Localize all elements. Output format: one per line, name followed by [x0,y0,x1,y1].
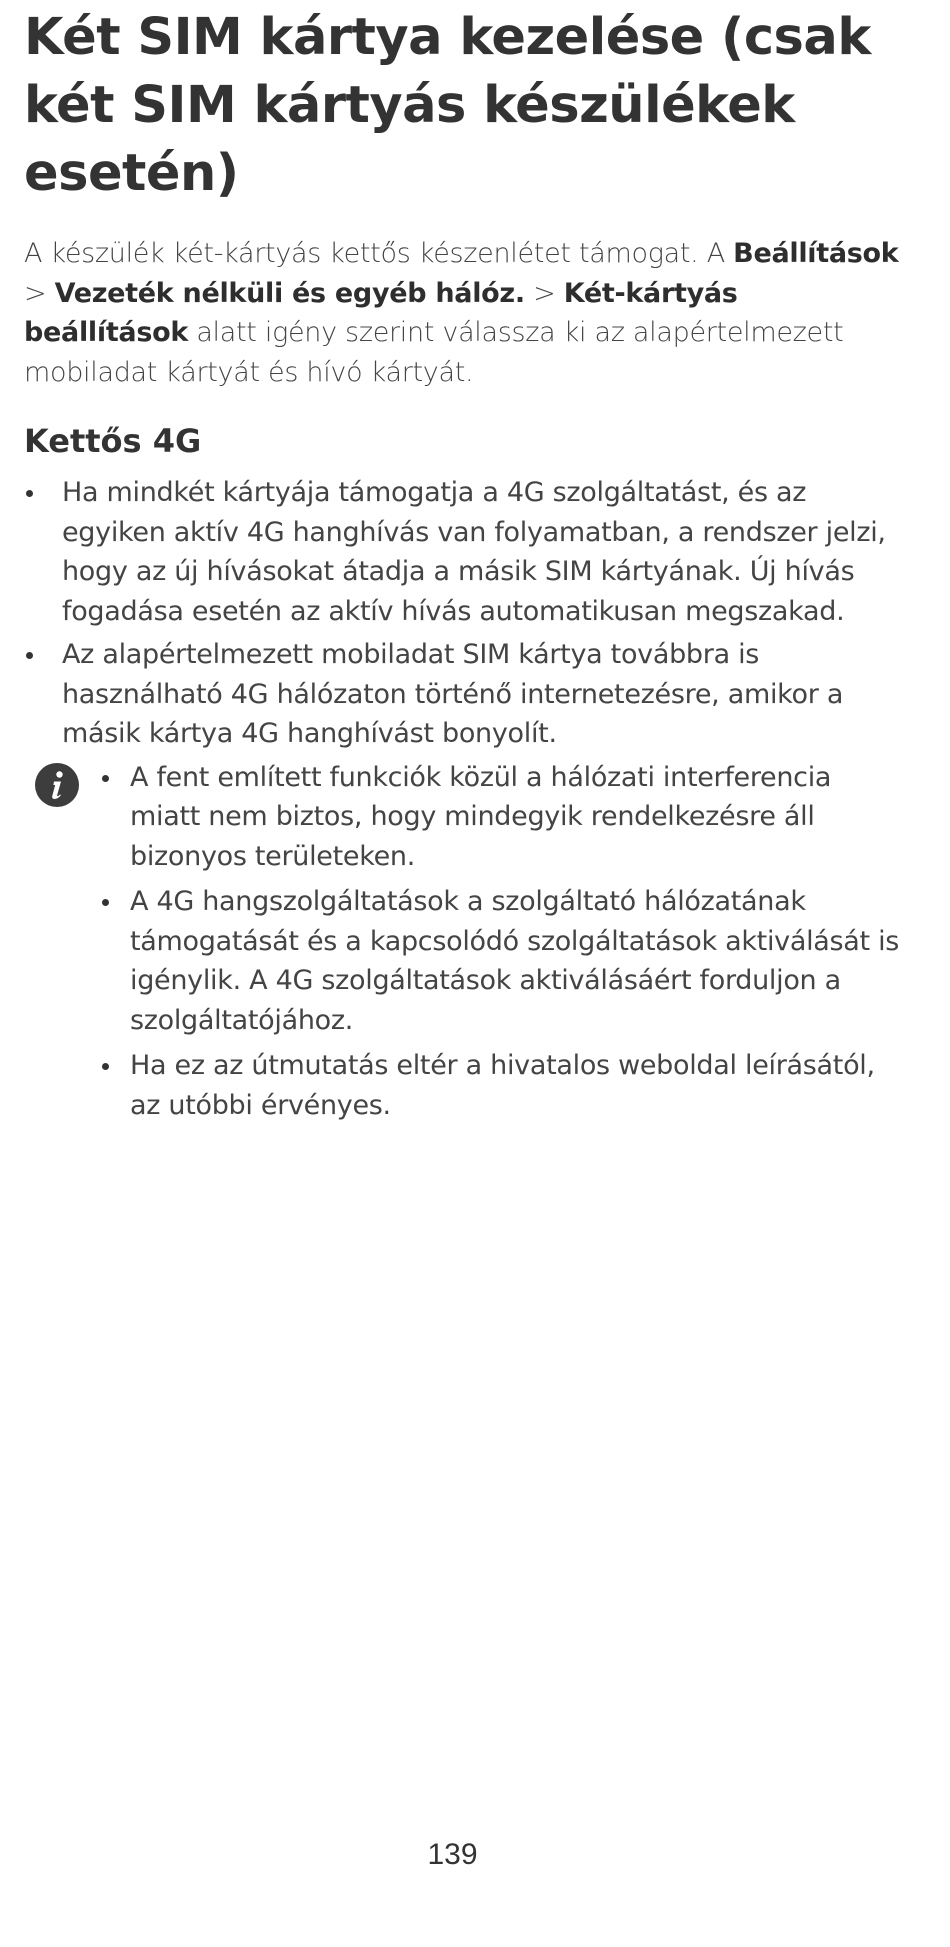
list-item-text: Az alapértelmezett mobiladat SIM kártya továbbra is használható 4G hálózaton történő internetezésre, amikor a másik kártya 4G hanghívást bonyolít. [62,639,844,749]
note-item-text: A 4G hangszolgáltatások a szolgáltató hálózatának támogatását és a kapcsolódó szolgáltatások aktiválását is igénylik. A 4G szolgáltatások aktiválásáért forduljon a szolgáltatójához. [130,886,900,1036]
info-icon [34,762,80,808]
menu-separator: > [524,277,564,309]
bullet-dot [26,652,33,659]
note-item-text: A fent említett funkciók közül a hálózati interferencia miatt nem biztos, hogy mindegyik rendelkezésre áll bizonyos területeken. [130,761,832,872]
list-item-text: Ha mindkét kártyája támogatja a 4G szolgáltatást, és az egyiken aktív 4G hanghívás van folyamatban, a rendszer jelzi, hogy az új hívásokat átadja a másik SIM kártyának. Új hívás fogadása esetén az aktív hívás automatikusan megszakad. [62,477,886,627]
note-item [100,882,904,1040]
note-item [100,758,904,877]
list-item [24,635,904,754]
note-list [24,758,904,1126]
page-title: Két SIM kártya kezelése (csak két SIM kártyás készülékek esetén) [24,8,871,203]
note-block [24,758,904,1126]
menu-path-dual-card: Két-kártyás beállítások [24,277,738,348]
page-number: 139 [427,1838,478,1871]
menu-path-wireless: Vezeték nélküli és egyéb hálóz. [54,277,525,309]
bullet-dot [26,490,33,497]
intro-paragraph [24,234,904,392]
note-item-text: Ha ez az útmutatás eltér a hivatalos weboldal leírásától, az utóbbi érvényes. [130,1050,875,1121]
bullet-dot [102,899,109,906]
list-item [24,473,904,631]
document-page [24,0,904,1131]
section-title: Kettős 4G [24,422,202,460]
menu-separator: > [24,277,55,309]
bullet-list [24,473,904,754]
note-item [100,1046,904,1125]
bullet-dot [102,775,109,782]
intro-text-start: A készülék két-kártyás kettős készenlétet támogat. A [24,238,734,269]
intro-text-end: alatt igény szerint válassza ki az alapértelmezett mobiladat kártyát és hívó kártyát. [24,317,844,388]
bullet-dot [102,1063,109,1070]
menu-path-settings: Beállítások [733,238,899,269]
